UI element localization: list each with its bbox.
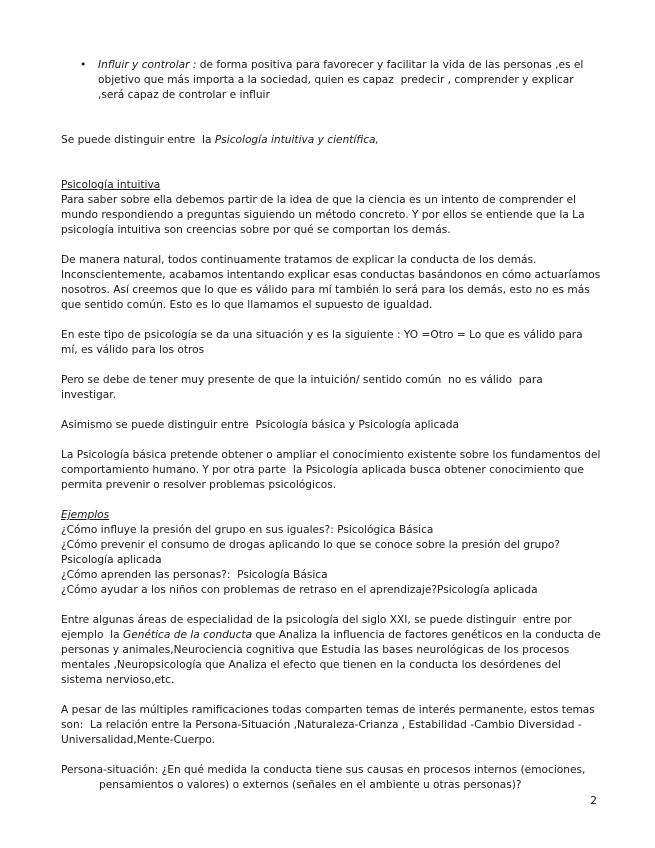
examples-heading: Ejemplos xyxy=(61,509,110,521)
intuitive-heading: Psicología intuitiva xyxy=(61,179,161,191)
example-line: ¿Cómo ayudar a los niños con problemas de retraso en el aprendizaje?Psicología aplicada xyxy=(61,584,538,596)
bullet-term: Influir y controlar : xyxy=(98,59,197,71)
specialties-after: que Analiza la influencia de factores genéticos en la conducta de personas y animales,Neurociencia cognitiva que Estudia las bases neurológicas de los procesos mentales ,Neuropsicología que Analiza el efecto que tienen en la conducta los desórdenes del sistema nervioso,etc. xyxy=(61,629,605,686)
document-page xyxy=(61,58,605,793)
example-line: ¿Cómo aprenden las personas?: Psicología Básica xyxy=(61,569,328,581)
specialties-before: Entre algunas áreas de especialidad de la psicología del siglo XXI, se puede distinguir entre por ejemplo la xyxy=(61,614,575,641)
bullet-item xyxy=(61,58,601,103)
specialties-paragraph xyxy=(61,613,605,688)
intuitive-paragraph-1: Para saber sobre ella debemos partir de la idea de que la ciencia es un intento de comprender el mundo respondiendo a preguntas siguiendo un método concreto. Y por ellos se entiende que la La psicología intuitiva son creencias sobre por qué se comportan los demás. xyxy=(61,194,588,236)
person-situation-paragraph: Persona-situación: ¿En qué medida la conducta tiene sus causas en procesos internos (emociones, pensamientos o valores) o externos (señales en el ambiente u otras personas)? xyxy=(61,764,589,791)
bullet-text: de forma positiva para favorecer y facilitar la vida de las personas ,es el objetivo que más importa a la sociedad, quien es capaz predecir , comprender y explicar ,será capaz de controlar e influir xyxy=(98,59,587,101)
bullet-marker: • xyxy=(80,59,87,71)
intuitive-paragraph-4: Pero se debe de tener muy presente de que la intuición/ sentido común no es válido para investigar. xyxy=(61,374,547,401)
themes-paragraph: A pesar de las múltiples ramificaciones todas comparten temas de interés permanente, estos temas son: La relación entre la Persona-Situación ,Naturaleza-Crianza , Estabilidad -Cambio Diversidad -Universalidad,Mente-Cuerpo. xyxy=(61,704,599,746)
intuitive-paragraph-2: De manera natural, todos continuamente tratamos de explicar la conducta de los demás. Inconscientemente, acabamos intentando explicar esas conductas basándonos en cómo actuaríamos nosotros. Así creemos que lo que es válido para mí también lo será para los demás, esto no es más que sentido común. Esto es lo que llamamos el supuesto de igualdad. xyxy=(61,254,604,311)
intuitive-paragraph-3: En este tipo de psicología se da una situación y es la siguiente : YO =Otro = Lo que es válido para mí, es válido para los otros xyxy=(61,329,587,356)
page-number: 2 xyxy=(590,795,597,807)
specialties-italic: Genética de la conducta xyxy=(123,629,253,641)
basic-applied-intro: Asimismo se puede distinguir entre Psicología básica y Psicología aplicada xyxy=(61,419,459,431)
distinguish-prefix: Se puede distinguir entre la xyxy=(61,134,215,146)
bullet-paragraph xyxy=(98,58,601,103)
example-line: ¿Cómo influye la presión del grupo en sus iguales?: Psicológica Básica xyxy=(61,524,434,536)
basic-applied-text: La Psicología básica pretende obtener o ampliar el conocimiento existente sobre los fundamentos del comportamiento humano. Y por otra parte la Psicología aplicada busca obtener conocimiento que permita prevenir o resolver problemas psicológicos. xyxy=(61,449,604,491)
example-line: ¿Cómo prevenir el consumo de drogas aplicando lo que se conoce sobre la presión del grupo? Psicología aplicada xyxy=(61,539,564,566)
distinguish-paragraph xyxy=(61,133,601,148)
distinguish-italic: Psicología intuitiva y científica, xyxy=(214,134,379,146)
